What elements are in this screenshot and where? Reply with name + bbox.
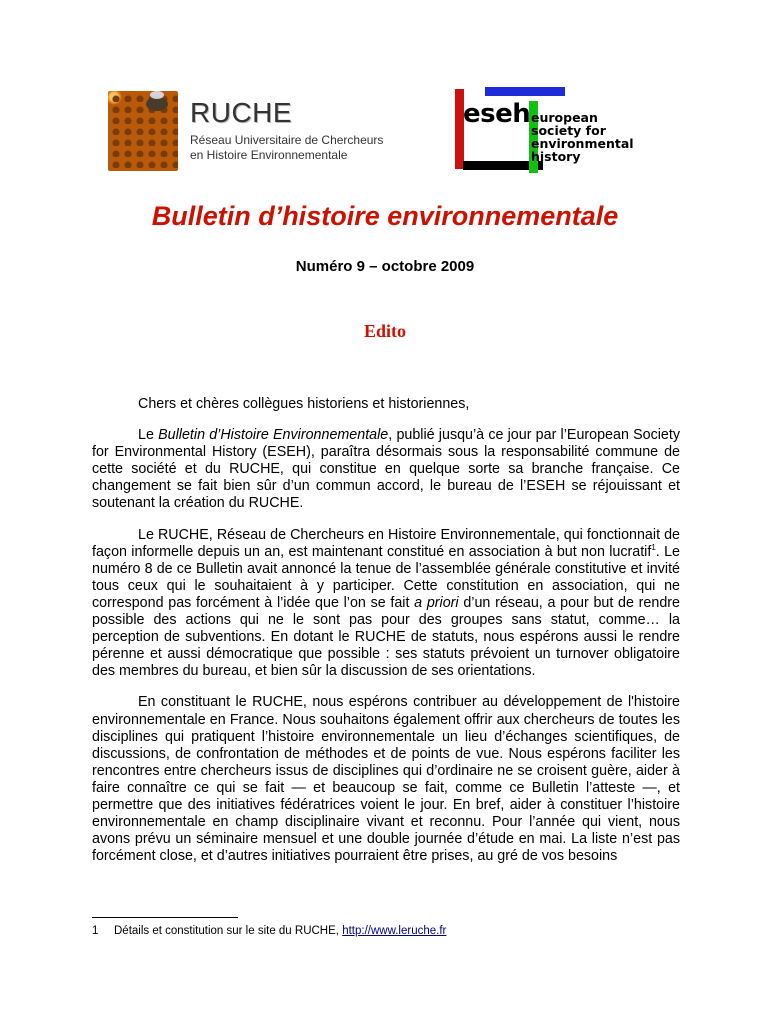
- footnote-reference[interactable]: 1: [651, 542, 656, 552]
- paragraph-2-text-c: d’un réseau, a pour but de rendre possible des actions qui ne le sont pas pour des groupes sans statut, comme… la perception de subventions. En dotant le RUCHE de statuts, nous espérons aussi le rendre pérenne et aussi démocratique que possible : ses statuts prévoient un turnover obligatoire des membres du bureau, et bien sûr la discussion de ses orientations.: [92, 594, 680, 680]
- eseh-blue-bar: [485, 87, 565, 96]
- paragraph-2: [92, 527, 680, 681]
- honeycomb-bee-image: [108, 91, 178, 171]
- paragraph-1-text-b: , publié jusqu’à ce jour par l’European Society for Environmental History (ESEH), paraîtra désormais sous la responsabilité commune de cette société et du RUCHE, qui constitue en quelque sorte sa branche française. Ce changement se fait bien sûr d’un commun accord, le bureau de l’ESEH se réjouissant et soutenant la création du RUCHE.: [92, 427, 681, 512]
- eseh-logo-line1: european: [531, 110, 598, 125]
- greeting-paragraph: Chers et chères collègues historiens et historiennes,: [138, 396, 470, 412]
- ruche-logo: [108, 91, 438, 175]
- bulletin-name-italic: Bulletin d’Histoire Environnementale: [158, 427, 389, 444]
- paragraph-1: [92, 427, 680, 512]
- eseh-logo-line3: environmental: [531, 136, 634, 151]
- section-heading-edito: Edito: [363, 321, 406, 341]
- paragraph-1-text-a: Le: [138, 427, 159, 444]
- footnote-text: Détails et constitution sur le site du RUCHE,: [114, 925, 343, 937]
- eseh-logo-line4: history: [531, 149, 581, 164]
- paragraph-3: En constituant le RUCHE, nous espérons contribuer au développement de l'histoire environnementale en France. Nous souhaitons également offrir aux chercheurs de toutes les disciplines qui pratiquent l’histoire environnementale un lieu d’échanges scientifiques, de discussions, de confrontation de méthodes et de points de vue. Nous espérons faciliter les rencontres entre chercheurs issus de disciplines qui d’ordinaire ne se croisent guère, aider à faire connaître ce qui se fait — et beaucoup se fait, comme ce Bulletin l’atteste —, et permettre que des initiatives fédératrices voient le jour. En bref, aider à constituer l’histoire environnementale en champ disciplinaire vivant et reconnu. Pour l’année qui vient, nous avons prévu un séminaire mensuel et une double journée d’étude en mai. La liste n’est pas forcément close, et d’autres initiatives pourraient être prises, au gré de vos besoins: [92, 694, 680, 865]
- eseh-logo-word: eseh: [463, 99, 531, 129]
- ruche-website-link[interactable]: http://www.leruche.fr: [342, 925, 447, 937]
- footnote-number: 1: [92, 925, 99, 937]
- footnote: [92, 925, 446, 937]
- eseh-logo: [455, 87, 655, 172]
- paragraph-2-text-b: . Le numéro 8 de ce Bulletin avait annoncé la tenue de l’assemblée générale constitutive et invité tous ceux qui le souhaitaient à y participer. Cette constitution en association, qui ne correspond pas forcément à l’idée que l’on se fait: [92, 543, 680, 611]
- eseh-logo-line2: society for: [531, 123, 606, 138]
- bee-icon: [146, 97, 168, 111]
- issue-number: Numéro 9 – octobre 2009: [295, 258, 475, 275]
- paragraph-2-text-a: Le RUCHE, Réseau de Chercheurs en Histoire Environnementale, qui fonctionnait de façon informelle depuis un an, est maintenant constitué en association à but non lucratif: [92, 526, 680, 560]
- bulletin-title: Bulletin d’histoire environnementale: [151, 201, 619, 231]
- footnote-separator: [92, 917, 238, 918]
- edito-body: [92, 396, 680, 879]
- ruche-logo-subtitle-line1: Réseau Universitaire de Chercheurs: [190, 133, 384, 147]
- a-priori-italic: a priori: [414, 594, 459, 611]
- ruche-logo-title: RUCHE: [190, 97, 293, 128]
- ruche-logo-subtitle-line2: en Histoire Environnementale: [190, 148, 348, 162]
